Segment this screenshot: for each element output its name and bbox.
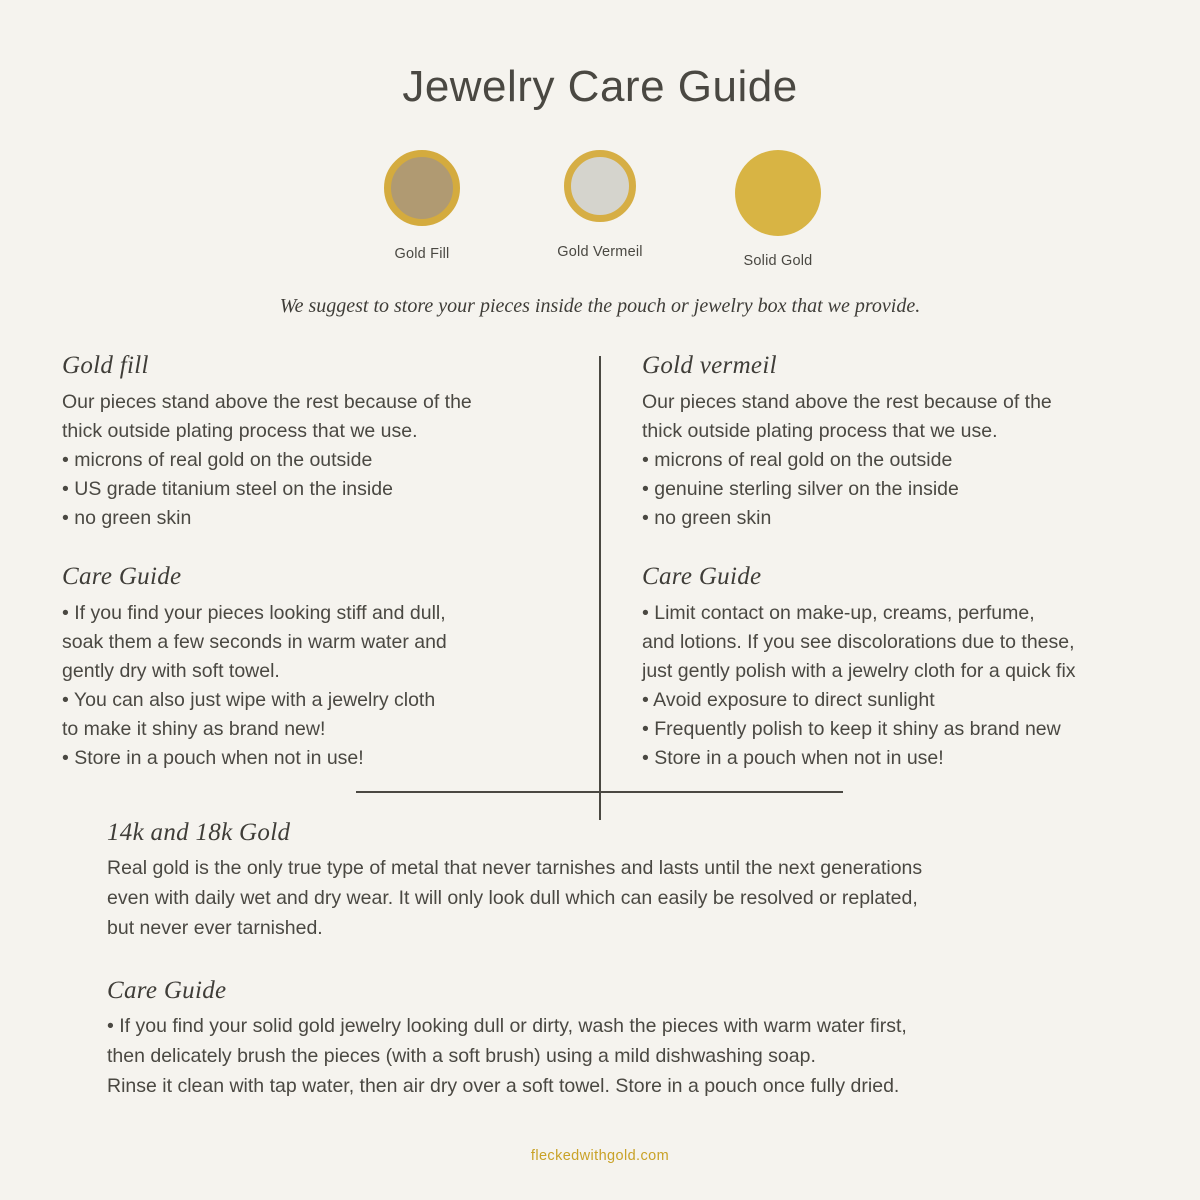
gold-vermeil-care-line-4: • Avoid exposure to direct sunlight <box>642 689 935 711</box>
gold-vermeil-disc-icon <box>564 150 636 222</box>
solid-gold-care-line-2: then delicately brush the pieces (with a soft brush) using a mild dishwashing soap. <box>107 1045 816 1067</box>
gold-fill-care-line-5: to make it shiny as brand new! <box>62 718 326 740</box>
solid-gold-line-1: Real gold is the only true type of metal that never tarnishes and lasts until the next generations <box>107 857 923 879</box>
solid-gold-care-line-1: • If you find your solid gold jewelry looking dull or dirty, wash the pieces with warm water first, <box>107 1015 907 1037</box>
gold-fill-bullet-1: • microns of real gold on the outside <box>62 449 373 471</box>
gold-fill-description <box>62 388 560 533</box>
gold-fill-intro-line-1: Our pieces stand above the rest because of the <box>62 391 472 413</box>
gold-fill-care-line-3: gently dry with soft towel. <box>62 660 280 682</box>
gold-fill-bullet-3: • no green skin <box>62 507 192 529</box>
spacer <box>107 943 1100 977</box>
vertical-divider <box>599 356 601 820</box>
storage-suggestion: We suggest to store your pieces inside the pouch or jewelry box that we provide. <box>279 295 921 317</box>
gold-fill-care-list <box>62 599 560 773</box>
solid-gold-disc-icon <box>735 150 821 236</box>
swatch-label-solid-gold: Solid Gold <box>743 253 813 269</box>
material-swatch-row <box>0 150 1200 269</box>
gold-vermeil-heading: Gold vermeil <box>642 352 777 379</box>
solid-gold-care-list <box>107 1011 1100 1101</box>
gold-vermeil-care-line-3: just gently polish with a jewelry cloth for a quick fix <box>642 660 1076 682</box>
gold-vermeil-intro-line-2: thick outside plating process that we use. <box>642 420 998 442</box>
gold-fill-care-line-2: soak them a few seconds in warm water and <box>62 631 447 653</box>
gold-vermeil-bullet-1: • microns of real gold on the outside <box>642 449 953 471</box>
spacer <box>642 533 1138 563</box>
gold-fill-intro-line-2: thick outside plating process that we use. <box>62 420 418 442</box>
gold-vermeil-description <box>642 388 1138 533</box>
solid-gold-care-line-3: Rinse it clean with tap water, then air dry over a soft towel. Store in a pouch once fully dried. <box>107 1075 900 1097</box>
solid-gold-line-3: but never ever tarnished. <box>107 917 323 939</box>
gold-fill-care-line-1: • If you find your pieces looking stiff and dull, <box>62 602 446 624</box>
gold-vermeil-care-heading: Care Guide <box>642 563 762 590</box>
gold-vermeil-care-list <box>642 599 1138 773</box>
gold-vermeil-intro-line-1: Our pieces stand above the rest because of the <box>642 391 1052 413</box>
swatch-label-gold-fill: Gold Fill <box>394 246 450 262</box>
solid-gold-care-heading: Care Guide <box>107 977 227 1004</box>
gold-fill-disc-icon <box>384 150 460 226</box>
column-gold-fill <box>62 352 600 773</box>
swatch-solid-gold <box>718 150 838 269</box>
gold-fill-bullet-2: • US grade titanium steel on the inside <box>62 478 393 500</box>
gold-fill-care-line-6: • Store in a pouch when not in use! <box>62 747 364 769</box>
column-gold-vermeil <box>600 352 1138 773</box>
solid-gold-description <box>107 853 1100 943</box>
solid-gold-line-2: even with daily wet and dry wear. It will only look dull which can easily be resolved or replated, <box>107 887 918 909</box>
gold-vermeil-care-line-6: • Store in a pouch when not in use! <box>642 747 944 769</box>
solid-gold-heading: 14k and 18k Gold <box>107 819 291 846</box>
gold-vermeil-bullet-3: • no green skin <box>642 507 772 529</box>
swatch-gold-fill <box>362 150 482 262</box>
spacer <box>62 533 560 563</box>
page-title: Jewelry Care Guide <box>402 62 798 111</box>
swatch-gold-vermeil <box>540 150 660 260</box>
gold-vermeil-care-line-2: and lotions. If you see discolorations due to these, <box>642 631 1075 653</box>
footer-website[interactable]: fleckedwithgold.com <box>530 1148 670 1164</box>
gold-fill-heading: Gold fill <box>62 352 149 379</box>
solid-gold-section <box>0 793 1200 1101</box>
gold-vermeil-bullet-2: • genuine sterling silver on the inside <box>642 478 959 500</box>
gold-fill-care-line-4: • You can also just wipe with a jewelry cloth <box>62 689 436 711</box>
swatch-label-gold-vermeil: Gold Vermeil <box>557 244 643 260</box>
gold-vermeil-care-line-5: • Frequently polish to keep it shiny as brand new <box>642 718 1061 740</box>
gold-vermeil-care-line-1: • Limit contact on make-up, creams, perfume, <box>642 602 1035 624</box>
gold-fill-care-heading: Care Guide <box>62 563 182 590</box>
two-column-section <box>0 352 1200 773</box>
